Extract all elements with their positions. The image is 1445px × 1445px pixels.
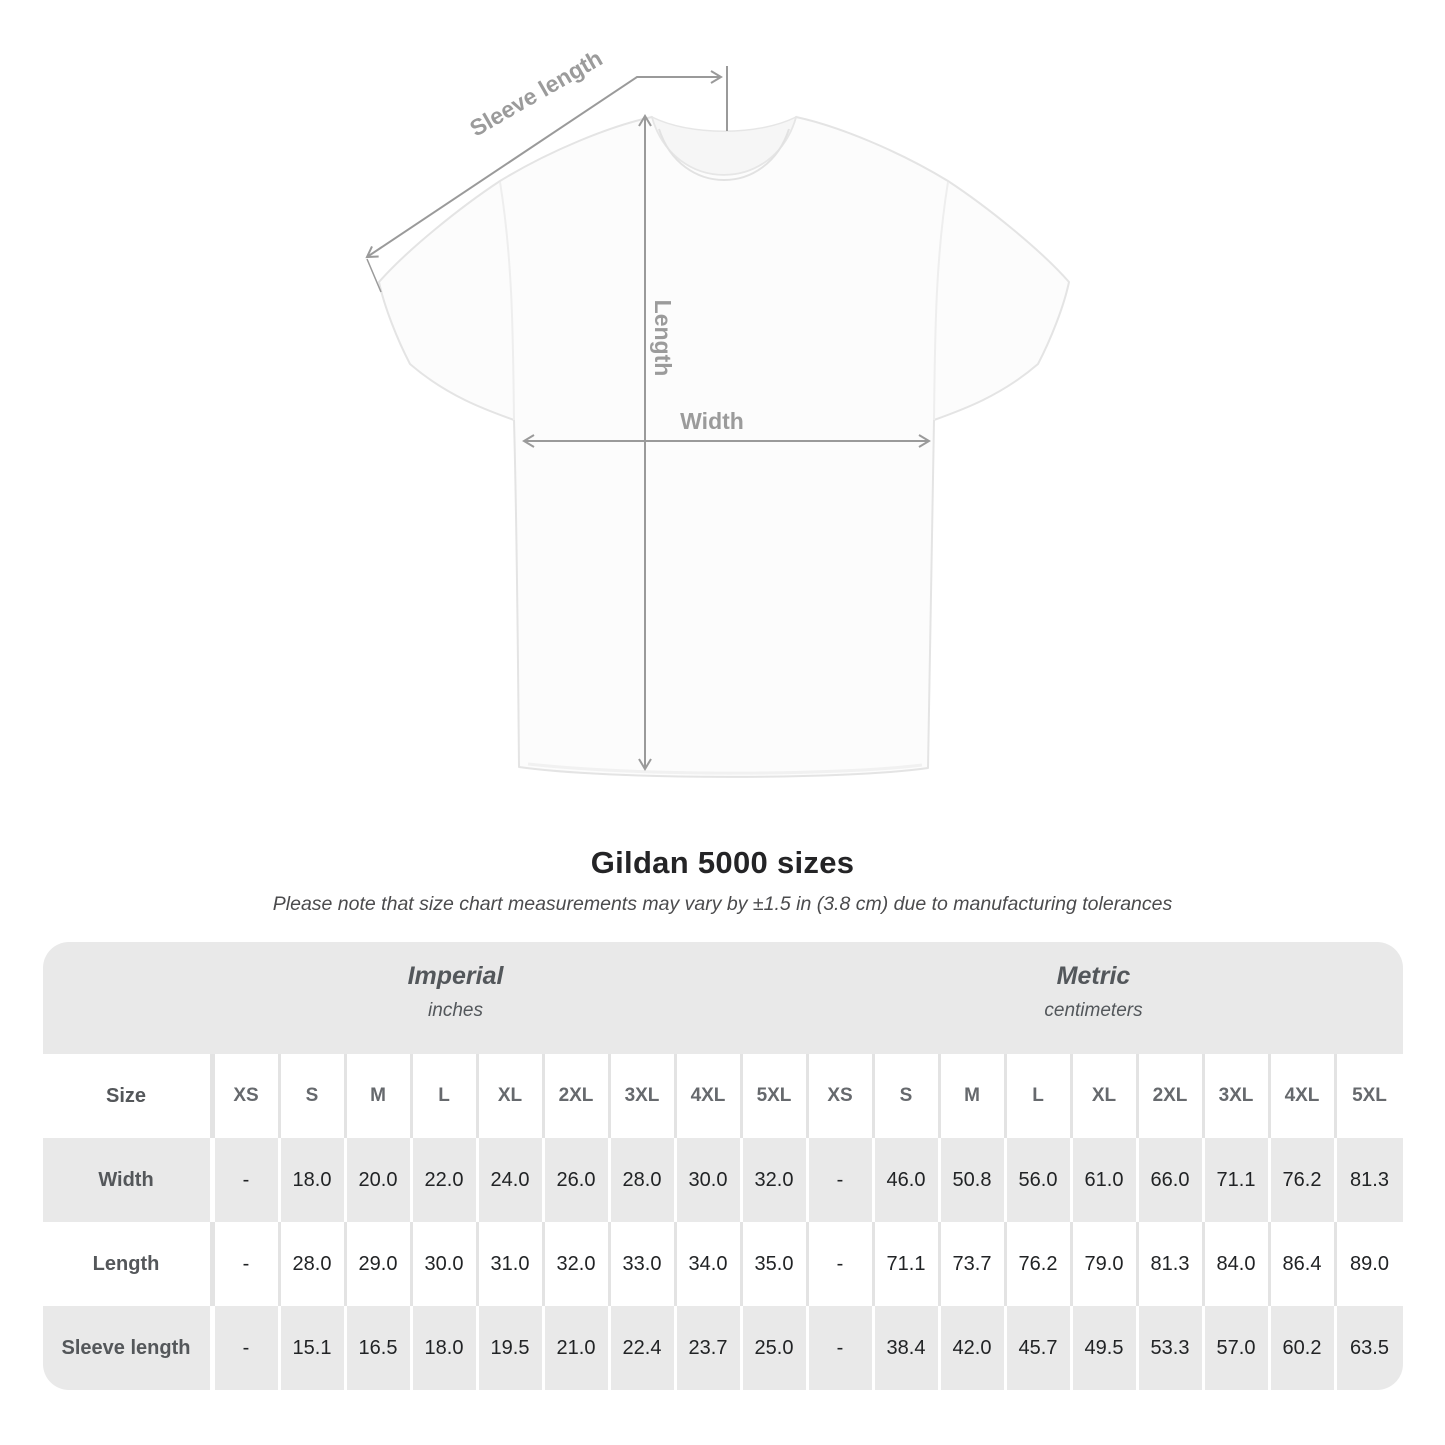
units-band	[43, 942, 1403, 1054]
cell-metric: 56.0	[1007, 1138, 1073, 1222]
cell-imperial: 33.0	[611, 1222, 677, 1306]
cell-metric: 49.5	[1073, 1306, 1139, 1390]
cell-metric: 89.0	[1337, 1222, 1403, 1306]
cell-imperial: 22.4	[611, 1306, 677, 1390]
cell-metric: 42.0	[941, 1306, 1007, 1390]
cell-metric: 46.0	[875, 1138, 941, 1222]
cell-metric: 81.3	[1139, 1222, 1205, 1306]
cell-imperial: 31.0	[479, 1222, 545, 1306]
col-header-imperial-5xl: 5XL	[743, 1054, 809, 1138]
col-header-metric-xl: XL	[1073, 1054, 1139, 1138]
length-label: Length	[650, 299, 676, 377]
sleeve-arrow-extension	[367, 259, 381, 292]
row-label-sleeve-length: Sleeve length	[43, 1306, 215, 1390]
metric-section-header	[809, 942, 1403, 1054]
cell-imperial: -	[215, 1222, 281, 1306]
cell-imperial: 22.0	[413, 1138, 479, 1222]
cell-metric: 66.0	[1139, 1138, 1205, 1222]
tshirt-silhouette	[379, 117, 1069, 777]
cell-metric: 50.8	[941, 1138, 1007, 1222]
cell-imperial: 29.0	[347, 1222, 413, 1306]
cell-imperial: 23.7	[677, 1306, 743, 1390]
cell-imperial: 21.0	[545, 1306, 611, 1390]
cell-imperial: 25.0	[743, 1306, 809, 1390]
cell-metric: 81.3	[1337, 1138, 1403, 1222]
col-header-metric-m: M	[941, 1054, 1007, 1138]
tolerance-note: Please note that size chart measurements may vary by ±1.5 in (3.8 cm) due to manufacturing tolerances	[272, 893, 1173, 915]
metric-title: Metric	[1056, 962, 1131, 990]
cell-metric: -	[809, 1306, 875, 1390]
col-header-imperial-xs: XS	[215, 1054, 281, 1138]
cell-imperial: 19.5	[479, 1306, 545, 1390]
cell-imperial: -	[215, 1138, 281, 1222]
imperial-subtitle: inches	[428, 1000, 483, 1021]
col-header-imperial-l: L	[413, 1054, 479, 1138]
cell-imperial: 16.5	[347, 1306, 413, 1390]
col-header-imperial-xl: XL	[479, 1054, 545, 1138]
cell-imperial: 35.0	[743, 1222, 809, 1306]
col-header-metric-l: L	[1007, 1054, 1073, 1138]
cell-metric: 61.0	[1073, 1138, 1139, 1222]
col-header-imperial-4xl: 4XL	[677, 1054, 743, 1138]
cell-imperial: -	[215, 1306, 281, 1390]
cell-imperial: 15.1	[281, 1306, 347, 1390]
cell-metric: 38.4	[875, 1306, 941, 1390]
col-header-metric-3xl: 3XL	[1205, 1054, 1271, 1138]
col-header-metric-s: S	[875, 1054, 941, 1138]
cell-imperial: 32.0	[743, 1138, 809, 1222]
cell-imperial: 28.0	[281, 1222, 347, 1306]
cell-imperial: 18.0	[281, 1138, 347, 1222]
cell-metric: 53.3	[1139, 1306, 1205, 1390]
cell-metric: -	[809, 1138, 875, 1222]
cell-imperial: 18.0	[413, 1306, 479, 1390]
row-label-width: Width	[43, 1138, 215, 1222]
cell-metric: -	[809, 1222, 875, 1306]
row-label-length: Length	[43, 1222, 215, 1306]
cell-imperial: 34.0	[677, 1222, 743, 1306]
cell-metric: 84.0	[1205, 1222, 1271, 1306]
size-corner-header: Size	[43, 1054, 215, 1138]
cell-imperial: 28.0	[611, 1138, 677, 1222]
cell-imperial: 20.0	[347, 1138, 413, 1222]
size-grid	[43, 1054, 1403, 1390]
cell-metric: 76.2	[1271, 1138, 1337, 1222]
imperial-section-header	[43, 942, 809, 1054]
cell-metric: 45.7	[1007, 1306, 1073, 1390]
imperial-title: Imperial	[407, 962, 504, 990]
width-label: Width	[680, 408, 744, 434]
cell-metric: 57.0	[1205, 1306, 1271, 1390]
col-header-imperial-2xl: 2XL	[545, 1054, 611, 1138]
col-header-imperial-s: S	[281, 1054, 347, 1138]
sleeve-length-label: Sleeve length	[465, 44, 607, 142]
size-table	[43, 942, 1403, 1390]
cell-metric: 71.1	[875, 1222, 941, 1306]
cell-metric: 71.1	[1205, 1138, 1271, 1222]
cell-imperial: 30.0	[413, 1222, 479, 1306]
metric-subtitle: centimeters	[1044, 1000, 1143, 1021]
cell-metric: 76.2	[1007, 1222, 1073, 1306]
col-header-metric-2xl: 2XL	[1139, 1054, 1205, 1138]
col-header-metric-5xl: 5XL	[1337, 1054, 1403, 1138]
cell-metric: 63.5	[1337, 1306, 1403, 1390]
cell-metric: 60.2	[1271, 1306, 1337, 1390]
cell-metric: 79.0	[1073, 1222, 1139, 1306]
col-header-imperial-3xl: 3XL	[611, 1054, 677, 1138]
col-header-metric-xs: XS	[809, 1054, 875, 1138]
cell-imperial: 24.0	[479, 1138, 545, 1222]
page-title: Gildan 5000 sizes	[590, 845, 855, 880]
cell-imperial: 30.0	[677, 1138, 743, 1222]
cell-metric: 73.7	[941, 1222, 1007, 1306]
col-header-metric-4xl: 4XL	[1271, 1054, 1337, 1138]
col-header-imperial-m: M	[347, 1054, 413, 1138]
cell-imperial: 32.0	[545, 1222, 611, 1306]
cell-imperial: 26.0	[545, 1138, 611, 1222]
cell-metric: 86.4	[1271, 1222, 1337, 1306]
